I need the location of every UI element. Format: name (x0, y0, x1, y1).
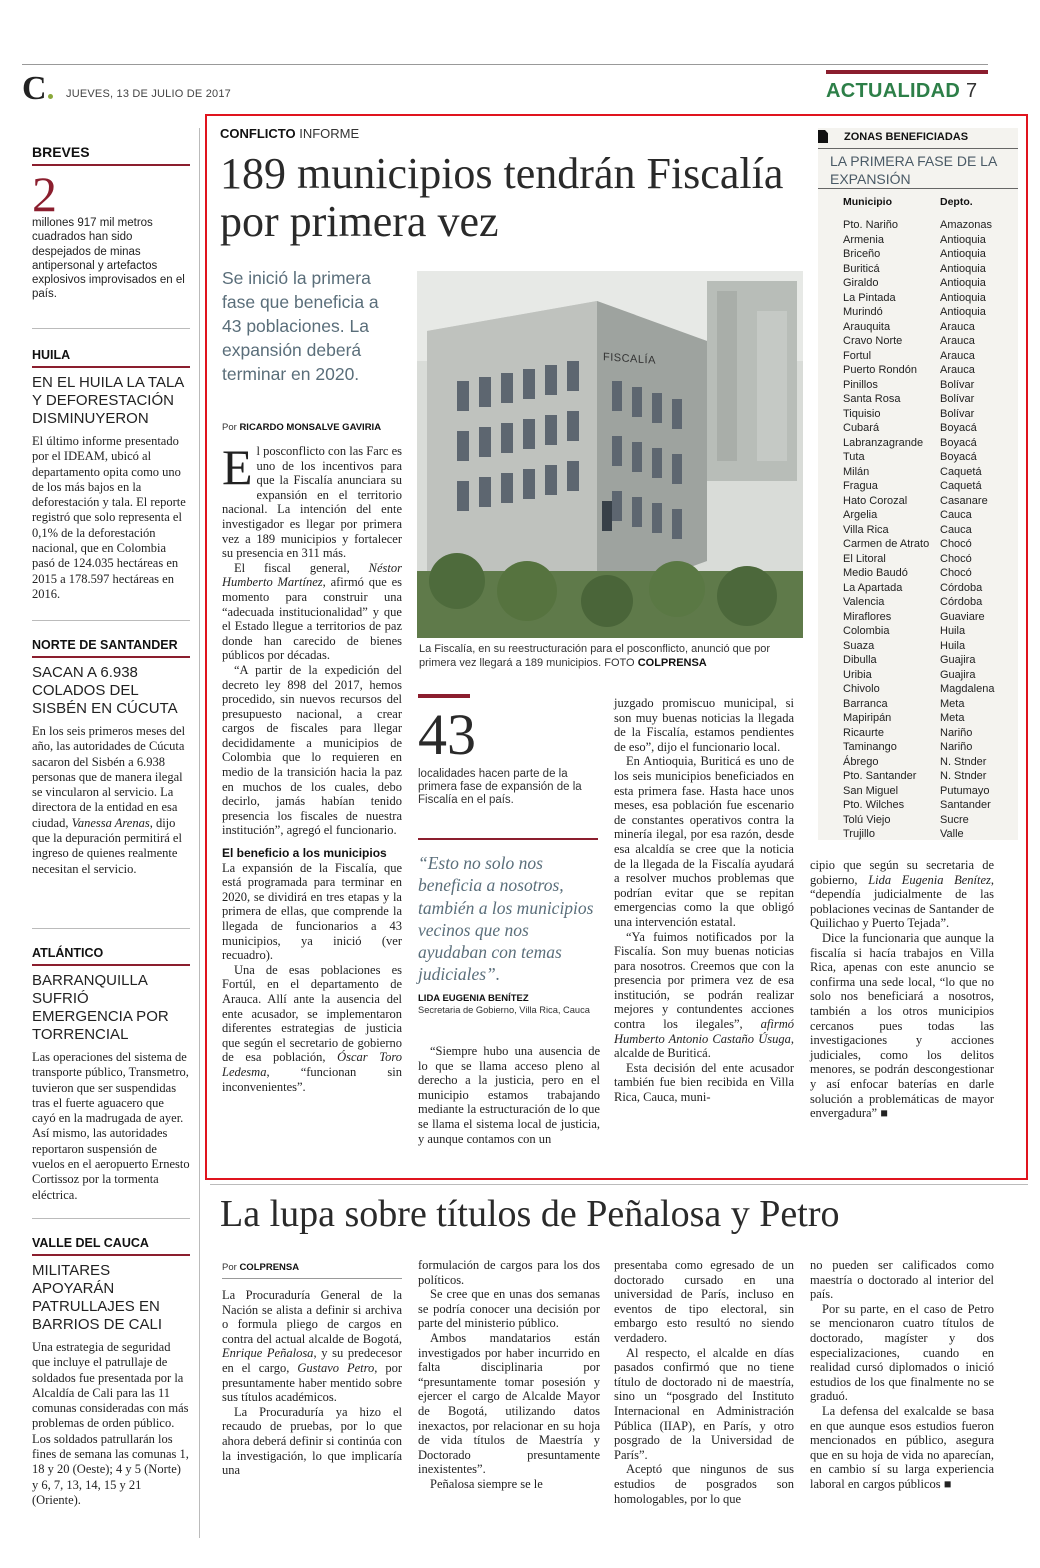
article2-column-3: presentaba como egresado de un doctorado cursado en una universidad de París, incluso en eventos de tipo electoral, sin embargo esto resultó no siendo verdadero. Al respecto, el alcalde en días pasados confirmó que no tiene título de doctorado ni de maestría, sino un “posgrado del Instituto Internacional en Administración Pública (IIAP), en París, y otro posgrado de la Universidad de París”. Aceptó que ningunos de sus estudios de posgrados son homologables, por lo que (614, 1258, 794, 1506)
zonas-depto: Boyacá (940, 436, 977, 449)
sidebar-lead-number: 2 (32, 166, 57, 222)
zonas-row (843, 363, 1013, 378)
zonas-municipio: Trujillo (843, 828, 875, 840)
zonas-municipio: La Pintada (843, 291, 896, 304)
sidebar-divider-3 (32, 928, 190, 929)
sidebar-item-title: MILITARES APOYARÁN PATRULLAJES EN BARRIOS DE CALI (32, 1262, 163, 1333)
zonas-municipio: Cravo Norte (843, 335, 903, 347)
building-sign: FISCALÍA (603, 351, 656, 367)
zonas-municipio: Pto. Wilches (843, 799, 905, 811)
zonas-row (843, 726, 1013, 741)
zonas-depto: Antioquia (940, 233, 986, 246)
document-icon (818, 130, 828, 143)
stat-rule (418, 694, 470, 698)
zonas-column-headers (843, 196, 1013, 208)
zonas-depto: Bolívar (940, 407, 975, 420)
zonas-row (843, 668, 1013, 683)
zonas-depto: Santander (940, 799, 991, 811)
sidebar-item-region: ATLÁNTICO (32, 946, 104, 960)
article-deck: Se inició la primera fase que beneficia a 43 poblaciones. La expansión deberá terminar en 2020. (222, 268, 379, 384)
zonas-depto: N. Stnder (940, 755, 987, 768)
zonas-depto: Arauca (940, 364, 975, 376)
building-illustration (417, 271, 803, 638)
zonas-municipio: Pto. Nariño (843, 219, 899, 231)
sidebar-breves (32, 144, 190, 302)
zonas-municipio: Cubará (843, 422, 880, 434)
zonas-depto: Nariño (940, 726, 973, 739)
zonas-row (843, 581, 1013, 596)
zonas-municipio: La Apartada (843, 581, 903, 594)
zonas-row (843, 392, 1013, 407)
sidebar-item-body: Una estrategia de seguridad que incluye el patrullaje de soldados fue presentada por la Alcaldía de Cali para las 11 comunas consideradas con más problemas de orden público. Los soldados patrullarán los fines de semana las comunas 1, 18 y 20 (Oeste); 4 y 5 (Norte) y 6, 7, 13, 14, 15 y 21 (Oriente). (32, 1340, 189, 1507)
zonas-header: ZONAS BENEFICIADAS (844, 131, 969, 143)
zonas-depto: Arauca (940, 335, 975, 347)
zonas-municipio: Labranzagrande (843, 436, 924, 449)
zonas-municipio: Puerto Rondón (843, 364, 917, 376)
zonas-municipio: Dibulla (843, 654, 877, 666)
zonas-row (843, 218, 1013, 233)
article-byline: Por RICARDO MONSALVE GAVIRIA (222, 422, 382, 433)
zonas-depto: Bolívar (940, 378, 975, 391)
zonas-depto: Córdoba (940, 596, 983, 608)
zonas-row (843, 711, 1013, 726)
zonas-municipio: Uribia (843, 668, 872, 681)
newspaper-logo: C (22, 72, 53, 106)
zonas-depto: Nariño (940, 741, 973, 753)
zonas-row (843, 320, 1013, 335)
zonas-depto: Magdalena (940, 683, 995, 695)
sidebar-item-norte-de-santander (32, 638, 190, 877)
zonas-depto: Chocó (940, 538, 972, 550)
zonas-row (843, 624, 1013, 639)
zonas-municipio: Barranca (843, 697, 888, 710)
zonas-row (843, 552, 1013, 567)
zonas-depto: Antioquia (940, 306, 986, 318)
zonas-rule (818, 148, 1018, 149)
zonas-depto: Meta (940, 712, 965, 724)
article-column-4: cipio que según su secretaria de gobierno, Lida Eugenia Benítez, “dependía judicialmente de las poblaciones vecinas de Santander de Quilichao y Puerto Tejada”. Dice la funcionaria que aunque la fiscalía si hacía trabajos en Villa Rica, apenas con este anuncio se confirma una sede local, “lo que no solo nos beneficiará a nosotros, también a los otros municipios cercanos pues todas las investigaciones y acciones judiciales, como los delitos menores, se podrán descongestionar y así enfocar baterías en darle solución a problemáticas de mayor envergadura” ■ (810, 858, 995, 1121)
zonas-row (843, 798, 1013, 813)
zonas-municipio: Tuta (843, 451, 865, 463)
zonas-row (843, 769, 1013, 784)
section-label: ACTUALIDAD 7 (826, 80, 978, 102)
zonas-municipio: Santa Rosa (843, 393, 901, 405)
sidebar-rule (32, 656, 190, 658)
article2-headline: La lupa sobre títulos de Peñalosa y Petro (220, 1193, 840, 1235)
zonas-municipio: Carmen de Atrato (843, 538, 930, 550)
zonas-depto: Antioquia (940, 277, 986, 289)
article-subhead: El beneficio a los municipios (222, 846, 387, 861)
zonas-row (843, 740, 1013, 755)
sidebar-item-atlantico (32, 946, 190, 1203)
photo-caption: La Fiscalía, en su reestructuración para el posconflicto, anunció que por primera vez llegará a 189 municipios. FOTO COLPRENSA (419, 643, 770, 669)
zonas-row (843, 682, 1013, 697)
zonas-row (843, 262, 1013, 277)
zonas-depto: Guaviare (940, 610, 985, 623)
zonas-depto: Córdoba (940, 581, 983, 594)
dateline: JUEVES, 13 DE JULIO DE 2017 (66, 88, 231, 100)
zonas-depto: Antioquia (940, 291, 986, 304)
zonas-municipio: Fragua (843, 480, 878, 492)
zonas-municipio: San Miguel (843, 784, 899, 797)
zonas-municipio: Tolú Viejo (843, 813, 891, 826)
zonas-depto: Arauca (940, 320, 975, 333)
zonas-row (843, 494, 1013, 509)
zonas-municipio: Armenia (843, 233, 884, 246)
zonas-row (843, 233, 1013, 248)
zonas-municipio: Ábrego (843, 755, 879, 768)
zonas-depto: Caquetá (940, 465, 982, 478)
sidebar-divider-4 (32, 1218, 190, 1219)
article2-column-2: formulación de cargos para los dos políticos. Se cree que en unas dos semanas se podría conocer una decisión por parte del ministerio público. Ambos mandatarios están investigados por haber incurrido en falta disciplinaria por “presuntamente tomar posesión y ejercer el cargo de Alcalde Mayor de Bogotá, utilizando datos inexactos, por relacionar en su hoja de vida títulos de Maestría y Doctorado presuntamente inexistentes”. Peñalosa siempre se le (418, 1258, 600, 1491)
quote-attribution-role: Secretaria de Gobierno, Villa Rica, Cauca (418, 1005, 590, 1015)
zonas-row (843, 247, 1013, 262)
article-kicker: CONFLICTO INFORME (220, 126, 360, 141)
sidebar-rule (32, 366, 190, 368)
zonas-municipio: Villa Rica (843, 523, 889, 536)
zonas-municipio: Pinillos (843, 378, 878, 391)
zonas-row (843, 349, 1013, 364)
sidebar-column-divider (199, 128, 200, 1538)
sidebar-item-huila (32, 348, 190, 602)
zonas-row (843, 755, 1013, 770)
zonas-depto: Casanare (940, 494, 988, 507)
zonas-rule-2 (818, 188, 1018, 189)
fiscalia-building-photo (417, 271, 803, 638)
zonas-row (843, 537, 1013, 552)
zonas-municipio: Tiquisio (843, 407, 881, 420)
zonas-row (843, 334, 1013, 349)
zonas-row (843, 465, 1013, 480)
byline-rule (222, 1278, 402, 1279)
zonas-municipio: Arauquita (843, 320, 891, 333)
end-mark-icon: ■ (880, 1106, 888, 1121)
zonas-municipio: Milán (843, 465, 870, 478)
stat-text: localidades hacen parte de la primera fase de expansión de la Fiscalía en el país. (418, 768, 582, 806)
zonas-depto: Antioquia (940, 248, 986, 260)
sidebar-item-region: VALLE DEL CAUCA (32, 1236, 149, 1250)
article2-column-4: no pueden ser calificados como maestría o doctorado al interior del país. Por su parte, en el caso de Petro se mencionaron cuatro títulos de doctorado, magíster y dos especializaciones, cuando en realidad cursó diplomados o inició estudios de los que finalmente no se graduó. La defensa del exalcalde se basa en que aunque esos estudios fueron mencionados en público, asegura que en su hoja de vida no aparecían, en cambio sí su larga experiencia laboral en cargos públicos ■ (810, 1258, 994, 1491)
zonas-municipio: Fortul (843, 349, 872, 362)
zonas-depto: Bolívar (940, 393, 975, 405)
stat-number: 43 (418, 702, 476, 767)
zonas-municipio: Pto. Santander (843, 770, 917, 782)
zonas-row (843, 378, 1013, 393)
zonas-row (843, 508, 1013, 523)
zonas-depto: Chocó (940, 552, 972, 565)
zonas-depto: Meta (940, 697, 965, 710)
end-mark-icon: ■ (943, 1476, 952, 1491)
sidebar-item-title: BARRANQUILLA SUFRIÓ EMERGENCIA POR TORRENCIAL (32, 972, 169, 1043)
page-number: 7 (965, 80, 978, 102)
zonas-depto: Chocó (940, 567, 972, 579)
sidebar-item-region: NORTE DE SANTANDER (32, 638, 178, 652)
sidebar-rule (32, 1254, 190, 1256)
zonas-municipio: Buriticá (843, 262, 880, 275)
sidebar-item-body: Las operaciones del sistema de transporte público, Transmetro, tuvieron que ser suspendidas tras el fuerte aguacero que cayó en la madrugada de ayer. Así mismo, las autoridades reportaron suspensión de vuelos en el aeropuerto Ernesto Cortissoz por la tormenta eléctrica. (32, 1050, 190, 1202)
sidebar-rule (32, 964, 190, 966)
zonas-municipio: Giraldo (843, 277, 879, 289)
zonas-depto: Huila (940, 625, 966, 637)
sidebar-item-region: HUILA (32, 348, 71, 362)
zonas-municipio: Miraflores (843, 610, 892, 623)
col-header-depto: Depto. (940, 196, 973, 208)
zonas-municipio: Mapiripán (843, 712, 892, 724)
sidebar-item-title: SACAN A 6.938 COLADOS DEL SISBÉN EN CÚCUTA (32, 664, 178, 717)
sidebar-item-body: El último informe presentado por el IDEAM, ubicó al departamento opita como uno de los más bajos en la deforestación y tala. El reporte registró que solo representa el 0,1% de la deforestación nacional, que en Colombia pasó de 124.035 hectáreas en 2015 a 178.597 hectáreas en 2016. (32, 434, 186, 601)
pull-quote: “Esto no solo nos beneficia a nosotros, también a los municipios vecinos que nos ayudaban con temas judiciales”. (418, 853, 594, 985)
zonas-row (843, 610, 1013, 625)
stat-bottom-rule (418, 838, 598, 840)
article2-byline: Por COLPRENSA (222, 1262, 300, 1273)
zonas-municipio: Valencia (843, 596, 885, 608)
zonas-row (843, 566, 1013, 581)
zonas-depto: Caquetá (940, 480, 982, 492)
zonas-depto: Putumayo (940, 784, 990, 797)
article-headline: 189 municipios tendrán Fiscalía por primera vez (220, 149, 784, 246)
zonas-row (843, 276, 1013, 291)
article-column-2: “Siempre hubo una ausencia de lo que se llama acceso pleno al derecho a la justicia, pero en el municipio estamos trabajando mediante la estructuración de lo que se llama el sistema local de justicia, y aunque contamos con un (418, 1044, 600, 1146)
zonas-municipio: Chivolo (843, 683, 880, 695)
zonas-depto: Boyacá (940, 451, 977, 463)
sidebar-divider-2 (32, 620, 190, 621)
zonas-municipio: Taminango (843, 741, 897, 753)
zonas-depto: Boyacá (940, 422, 977, 434)
zonas-row (843, 827, 1013, 842)
article2-top-rule (210, 1184, 1028, 1185)
zonas-row (843, 291, 1013, 306)
zonas-row (843, 784, 1013, 799)
zonas-depto: N. Stnder (940, 770, 987, 782)
zonas-depto: Cauca (940, 509, 972, 521)
zonas-row (843, 697, 1013, 712)
sidebar-item-title: EN EL HUILA LA TALA Y DEFORESTACIÓN DISMINUYERON (32, 374, 184, 427)
zonas-depto: Antioquia (940, 262, 986, 275)
zonas-row (843, 450, 1013, 465)
zonas-depto: Sucre (940, 813, 969, 826)
zonas-table (843, 218, 1013, 842)
zonas-municipio: Argelia (843, 509, 878, 521)
section-rule (826, 70, 988, 74)
article2-column-1: La Procuraduría General de la Nación se alista a definir si archiva o formula pliego de cargos en contra del actual alcalde de Bogotá, Enrique Peñalosa, y su predecesor en el cargo, Gustavo Petro, por presuntamente haber mentido sobre sus títulos académicos. La Procuraduría ya hizo el recaudo de pruebas, por lo que ahora deberá definir si continúa con la investigación, lo que implicaría una (222, 1288, 402, 1478)
article-column-1: El posconflicto con las Farc es uno de los incentivos para que la Fiscalía anunciara su expansión en el territorio nacional. La intención del ente investigador es llegar por primera vez a 189 municipios y fortalecer su presencia en 311 más. El fiscal general, Néstor Humberto Martínez, afirmó que es momento para construir una “adecuada institucionalidad” y que el Estado llegue a territorios de paz donde han carecido de bienes públicos por décadas. “A partir de la expedición del decreto ley 898 del 2017, hemos procedido, sin nuevos recursos del presupuesto nacional, a crear cargos de fiscales para llegar decididamente a municipios de Colombia que lo requieren en medio de la transición hacia la paz en muchos de los cuales, debo decirlo, jamás habían tenido presencia los fiscales de nuestra institución”, agregó el funcionario. El beneficio a los municipios La expansión de la Fiscalía, que está programada para terminar en 2020, se dividirá en tres etapas y la primera de ellas, que comprende la llegada de funcionarios a 43 municipios, ya inició (ver recuadro). Una de esas poblaciones es Fortúl, en el departamento de Arauca. Allí ante la ausencia del ente acusador, se implementaron diferentes estrategias de justicia que según el secretario de gobierno de esa población, Óscar Toro Ledesma, “funcionan sin inconvenientes”. (222, 439, 403, 1094)
zonas-municipio: El Litoral (843, 552, 886, 565)
sidebar-divider-1 (32, 328, 190, 329)
zonas-municipio: Colombia (843, 625, 890, 637)
zonas-row (843, 595, 1013, 610)
zonas-municipio: Briceño (843, 248, 881, 260)
zonas-municipio: Ricaurte (843, 726, 884, 739)
sidebar-lead-text: millones 917 mil metros cuadrados han sido despejados de minas antipersonal y artefactos explosivos improvisados en el país. (32, 217, 185, 301)
zonas-row (843, 653, 1013, 668)
zonas-municipio: Suaza (843, 639, 875, 652)
zonas-municipio: Murindó (843, 306, 883, 318)
zonas-depto: Huila (940, 639, 966, 652)
zonas-row (843, 813, 1013, 828)
logo-dot-icon (48, 94, 53, 99)
zonas-depto: Arauca (940, 349, 975, 362)
zonas-row (843, 479, 1013, 494)
zonas-row (843, 436, 1013, 451)
zonas-depto: Valle (940, 828, 964, 840)
quote-attribution-name: LIDA EUGENIA BENÍTEZ (418, 993, 529, 1004)
top-rule (22, 64, 988, 65)
zonas-depto: Guajira (940, 654, 976, 666)
article-column-3: juzgado promiscuo municipal, si son muy buenas noticias la llegada de la Fiscalía, estamos pendientes de eso”, dijo el funcionario local. En Antioquia, Buriticá es uno de los seis municipios beneficiados en esta primera fase. Hasta hace unos meses, esa población fue escenario de constantes operativos contra la minería ilegal, por esa razón, desde esa alcaldía se cree que la noticia de la llegada de la Fiscalía ayudará a resolver muchos problemas que podrían evitar que se repitan emergencias como la que obligó una intervención estatal. “Ya fuimos notificados por la Fiscalía. Son muy buenas noticias para nosotros. Creemos que con la presencia por primera vez de esa institución, se podrán realizar mejores y contundentes acciones contra los ilegales”, afirmó Humberto Antonio Castaño Úsuga, alcalde de Buriticá. Esta decisión del ente acusador también fue bien recibida en Villa Rica, Cauca, muni- (614, 696, 794, 1105)
drop-cap: E (222, 439, 253, 495)
zonas-depto: Amazonas (940, 219, 992, 231)
sidebar-item-valle-del-cauca (32, 1236, 190, 1508)
zonas-row (843, 407, 1013, 422)
zonas-row (843, 639, 1013, 654)
zonas-depto: Cauca (940, 523, 972, 536)
sidebar-item-body: En los seis primeros meses del año, las autoridades de Cúcuta sacaron del Sisbén a 6.938 personas que de manera ilegal se vincularon al servicio. La directora de la entidad en esa ciudad, Vanessa Arenas, dijo que la depuración permitirá el ingreso de quienes realmente necesitan el servicio. (32, 724, 186, 876)
zonas-row (843, 523, 1013, 538)
zonas-depto: Guajira (940, 668, 976, 681)
zonas-municipio: Hato Corozal (843, 494, 908, 507)
zonas-title: LA PRIMERA FASE DE LA EXPANSIÓN (830, 153, 997, 187)
zonas-row (843, 421, 1013, 436)
sidebar-title: BREVES (32, 144, 90, 160)
col-header-municipio: Municipio (843, 196, 892, 208)
zonas-municipio: Medio Baudó (843, 567, 908, 579)
zonas-row (843, 305, 1013, 320)
